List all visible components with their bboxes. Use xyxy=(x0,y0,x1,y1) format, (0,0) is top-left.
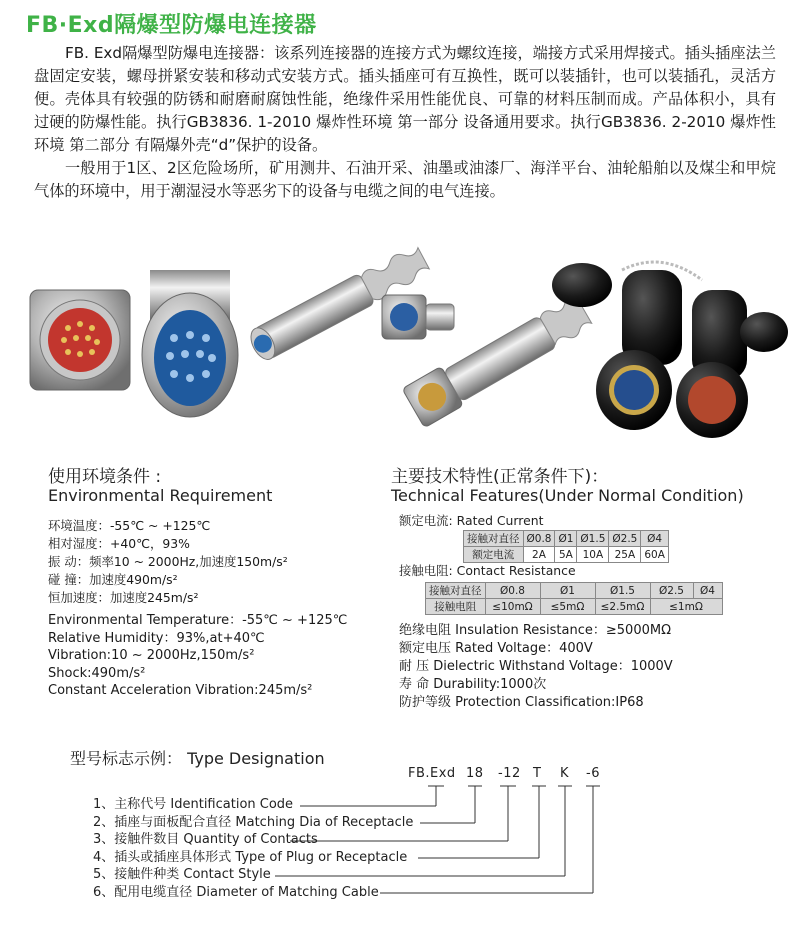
table-cell: Ø1 xyxy=(555,531,577,547)
property-list xyxy=(399,622,673,712)
table-cell: Ø4 xyxy=(693,583,722,599)
table-cell: Ø4 xyxy=(641,531,669,547)
property-item: 防护等级 Protection Classification:IP68 xyxy=(399,695,644,710)
designation-legend xyxy=(93,796,413,901)
table-cell: ≤1mΩ xyxy=(650,599,722,615)
table-row xyxy=(426,583,723,599)
code-part: T xyxy=(533,766,542,781)
table-row xyxy=(464,531,669,547)
contact-resistance-table xyxy=(425,582,723,615)
intro-paragraph-1: FB. Exd隔爆型防爆电连接器：该系列连接器的连接方式为螺纹连接，端接方式采用焊接式。插头插座法兰盘固定安装，螺母拼紧安装和移动式安装方式。插头插座可有互换性，既可以装插针，也可以装插孔，灵活方便。壳体具有较强的防锈和耐磨耐腐蚀性能，绝缘件采用性能优良、可靠的材料压制而成。产品体积小，具有过硬的防爆性能。执行GB3836. 1-2010 爆炸性环境 第一部分 设备通用要求。执行GB3836. 2-2010 爆炸性环境 第二部分 有隔爆外壳“d”保护的设备。 xyxy=(34,44,776,154)
table-cell: 接触对直径 xyxy=(426,583,486,599)
legend-item: 6、配用电缆直径 Diameter of Matching Cable xyxy=(93,884,379,900)
table-cell: 60A xyxy=(641,547,669,563)
page-title: FB·Exd隔爆型防爆电连接器 xyxy=(26,13,317,38)
code-part: -12 xyxy=(498,766,521,781)
table-cell: 接触电阻 xyxy=(426,599,486,615)
env-en-item: Vibration:10 ~ 2000Hz,150m/s² xyxy=(48,648,255,663)
table-cell: 5A xyxy=(555,547,577,563)
product-photos xyxy=(22,240,792,440)
rated-current-table xyxy=(463,530,669,563)
tech-title-en: Technical Features(Under Normal Condition) xyxy=(391,486,744,505)
table-cell: Ø1.5 xyxy=(577,531,609,547)
table-cell: 额定电流 xyxy=(464,547,524,563)
intro-paragraph-2: 一般用于1区、2区危险场所，矿用测井、石油开采、油墨或油漆厂、海洋平台、油轮船舶以及煤尘和甲烷气体的环境中，用于潮湿浸水等恶劣下的设备与电缆之间的电气连接。 xyxy=(34,159,776,200)
property-item: 额定电压 Rated Voltage：400V xyxy=(399,641,593,656)
code-part: FB.Exd xyxy=(408,766,456,781)
legend-item: 1、主称代号 Identification Code xyxy=(93,797,294,812)
table-cell: Ø1 xyxy=(540,583,595,599)
property-item: 寿 命 Durability:1000次 xyxy=(399,677,547,692)
table-row xyxy=(426,599,723,615)
env-title-zh: 使用环境条件 : xyxy=(48,467,162,487)
table-cell: 2A xyxy=(523,547,555,563)
table-cell: ≤10mΩ xyxy=(485,599,540,615)
env-title-en: Environmental Requirement xyxy=(48,486,273,505)
legend-item: 2、插座与面板配合直径 Matching Dia of Receptacle xyxy=(93,814,414,830)
property-item: 绝缘电阻 Insulation Resistance：≥5000MΩ xyxy=(399,623,672,638)
flange-receptacle-photo xyxy=(30,290,130,390)
env-en-item: Shock:490m/s² xyxy=(48,665,146,681)
table-cell: Ø2.5 xyxy=(650,583,693,599)
code-part: K xyxy=(560,766,570,781)
env-en-item: Relative Humidity：93%,at+40℃ xyxy=(48,630,265,646)
intro-text xyxy=(34,42,776,203)
contact-resistance-label: 接触电阻: Contact Resistance xyxy=(399,563,576,578)
legend-item: 5、接触件种类 Contact Style xyxy=(93,867,271,882)
table-cell: 接触对直径 xyxy=(464,531,524,547)
env-zh-item: 恒加速度：加速度245m/s² xyxy=(48,590,199,605)
table-cell: Ø0.8 xyxy=(523,531,555,547)
env-zh-item: 振 动：频率10 ~ 2000Hz,加速度150m/s² xyxy=(48,554,288,569)
tech-title-zh: 主要技术特性(正常条件下)： xyxy=(391,467,609,487)
table-cell: ≤5mΩ xyxy=(540,599,595,615)
table-cell: Ø2.5 xyxy=(609,531,641,547)
legend-item: 3、接触件数目 Quantity of Contacts xyxy=(93,832,318,847)
table-cell: Ø1.5 xyxy=(595,583,650,599)
table-cell: ≤2.5mΩ xyxy=(595,599,650,615)
round-plug-photo xyxy=(142,270,238,417)
table-cell: 25A xyxy=(609,547,641,563)
code-part: 18 xyxy=(466,766,484,781)
black-connectors-photo xyxy=(552,262,788,438)
table-cell: Ø0.8 xyxy=(485,583,540,599)
rated-current-label: 额定电流: Rated Current xyxy=(399,513,544,528)
env-list-zh xyxy=(48,517,288,607)
env-zh-item: 相对湿度：+40℃，93% xyxy=(48,536,190,551)
legend-item: 4、插头或插座具体形式 Type of Plug or Receptacle xyxy=(93,849,408,865)
property-item: 耐 压 Dielectric Withstand Voltage：1000V xyxy=(399,659,673,674)
env-list-en xyxy=(48,612,347,700)
small-flange-photo xyxy=(382,295,454,339)
env-zh-item: 环境温度：-55℃ ~ +125℃ xyxy=(48,518,211,533)
env-zh-item: 碰 撞：加速度490m/s² xyxy=(48,572,178,587)
code-part: -6 xyxy=(586,766,600,781)
env-en-item: Constant Acceleration Vibration:245m/s² xyxy=(48,683,313,698)
table-cell: 10A xyxy=(577,547,609,563)
env-en-item: Environmental Temperature：-55℃ ~ +125℃ xyxy=(48,613,348,628)
type-designation-title: 型号标志示例： Type Designation xyxy=(70,749,325,768)
